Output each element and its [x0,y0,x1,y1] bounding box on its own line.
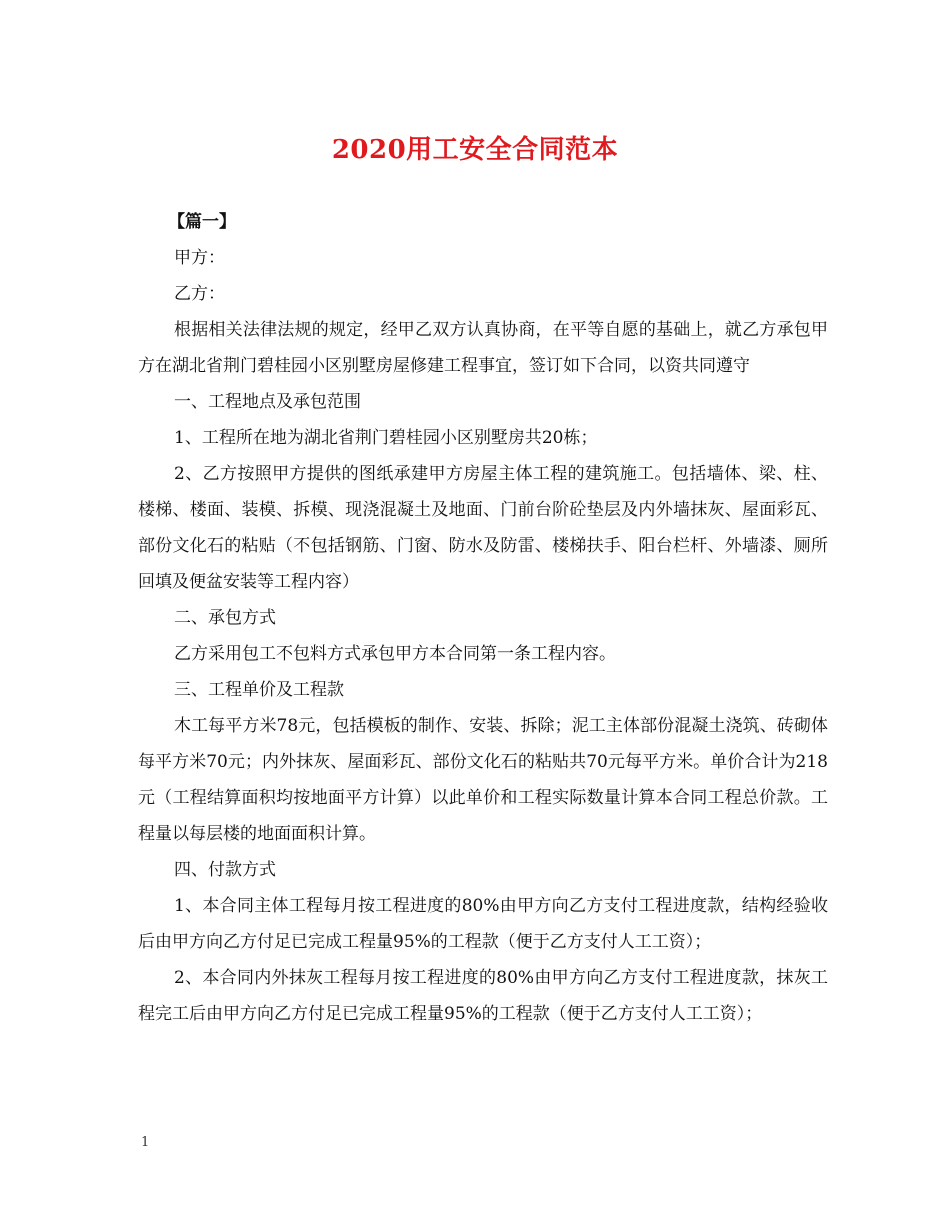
clause-heading-scope: 一、工程地点及承包范围 [174,392,361,412]
document-title: 2020用工安全合同范本 [331,135,619,165]
clause-heading-price: 三、工程单价及工程款 [174,680,344,700]
section-heading-part-one: 【篇一】 [168,212,236,232]
party-b-line: 乙方： [174,284,225,304]
clause-item-location: 1、工程所在地为湖北省荆门碧桂园小区别墅房共20栋； [174,428,598,448]
clause-item-method: 乙方采用包工不包料方式承包甲方本合同第一条工程内容。 [174,644,616,664]
document-body [138,204,828,1032]
clause-heading-method: 二、承包方式 [174,608,276,628]
clause-item-scope: 2、乙方按照甲方提供的图纸承建甲方房屋主体工程的建筑施工。包括墙体、梁、柱、楼梯、楼面、装模、拆模、现浇混凝土及地面、门前台阶砼垫层及内外墙抹灰、屋面彩瓦、部份文化石的粘贴（不包括钢筋、门窗、防水及防雷、楼梯扶手、阳台栏杆、外墙漆、厕所回填及便盆安装等工程内容） [138,464,828,592]
clause-heading-payment: 四、付款方式 [174,860,276,880]
clause-item-payment-plaster: 2、本合同内外抹灰工程每月按工程进度的80%由甲方向乙方支付工程进度款，抹灰工程完工后由甲方向乙方付足已完成工程量95%的工程款（便于乙方支付人工工资）； [138,968,828,1024]
party-a-line: 甲方： [174,248,225,268]
clause-item-price: 木工每平方米78元，包括模板的制作、安装、拆除；泥工主体部份混凝土浇筑、砖砌体每平方米70元；内外抹灰、屋面彩瓦、部份文化石的粘贴共70元每平方米。单价合计为218元（工程结算面积均按地面平方计算）以此单价和工程实际数量计算本合同工程总价款。工程量以每层楼的地面面积计算。 [138,716,828,844]
preamble-paragraph: 根据相关法律法规的规定，经甲乙双方认真协商，在平等自愿的基础上，就乙方承包甲方在湖北省荆门碧桂园小区别墅房屋修建工程事宜，签订如下合同，以资共同遵守 [138,320,828,376]
page-number: 1 [141,1135,150,1150]
clause-item-payment-main: 1、本合同主体工程每月按工程进度的80%由甲方向乙方支付工程进度款，结构经验收后由甲方向乙方付足已完成工程量95%的工程款（便于乙方支付人工工资）； [138,896,828,952]
